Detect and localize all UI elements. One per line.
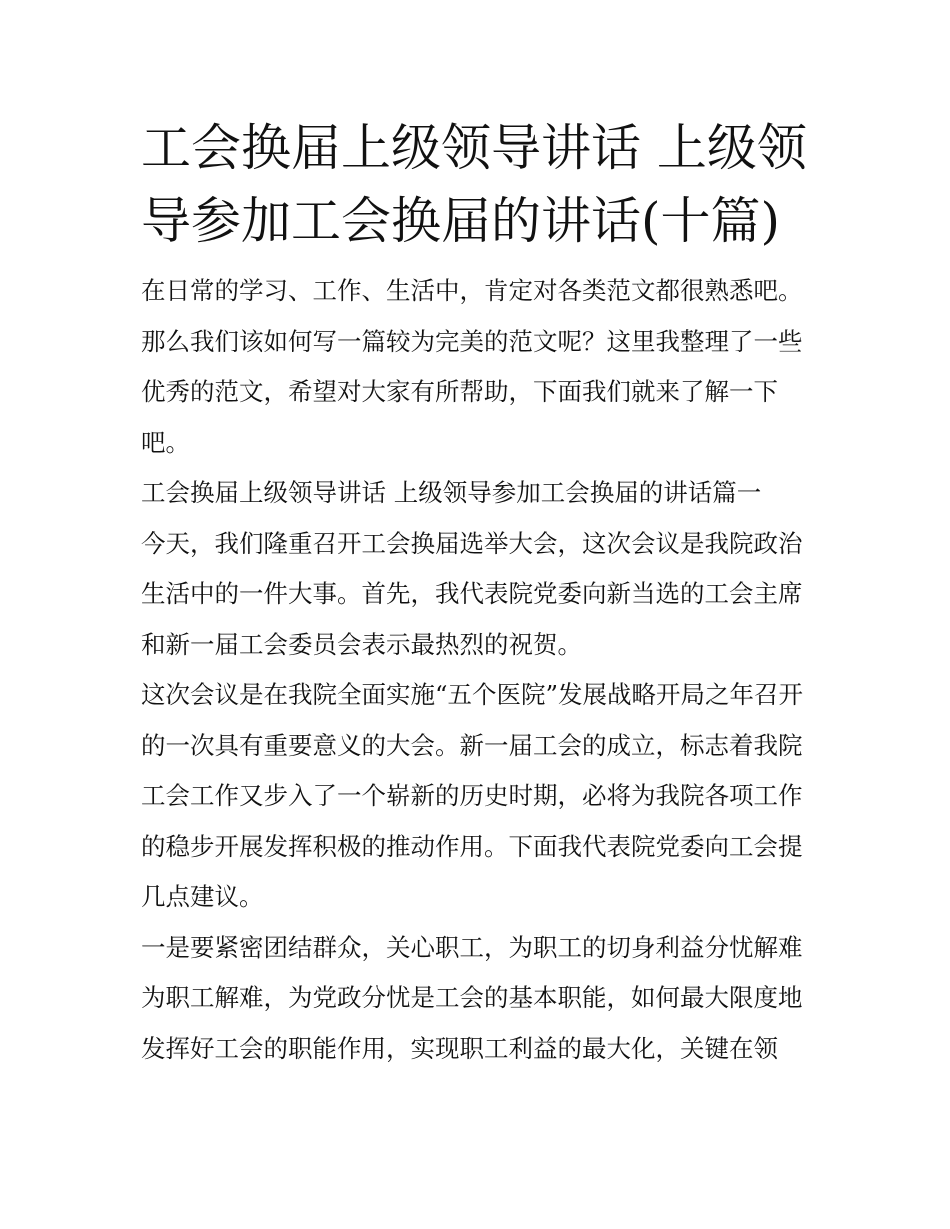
body-paragraph: 一是要紧密团结群众，关心职工，为职工的切身利益分忧解难为职工解难，为党政分忧是工会的基本职能，如何最大限度地发挥好工会的职能作用，实现职工利益的最大化，关键在领 xyxy=(141,932,803,1063)
document-title: 工会换届上级领导讲话 上级领导参加工会换届的讲话(十篇) xyxy=(141,119,807,250)
intro-paragraph: 在日常的学习、工作、生活中，肯定对各类范文都很熟悉吧。那么我们该如何写一篇较为完美的范文呢？这里我整理了一些优秀的范文，希望对大家有所帮助，下面我们就来了解一下吧。 xyxy=(141,276,803,457)
section-heading: 工会换届上级领导讲话 上级领导参加工会换届的讲话篇一 xyxy=(141,478,762,507)
body-paragraph: 这次会议是在我院全面实施“五个医院”发展战略开局之年召开的一次具有重要意义的大会。新一届工会的成立，标志着我院工会工作又步入了一个崭新的历史时期，必将为我院各项工作的稳步开展发挥积极的推动作用。下面我代表院党委向工会提几点建议。 xyxy=(141,680,804,911)
document-body xyxy=(141,112,813,1074)
body-paragraph: 今天，我们隆重召开工会换届选举大会，这次会议是我院政治生活中的一件大事。首先，我代表院党委向新当选的工会主席和新一届工会委员会表示最热烈的祝贺。 xyxy=(141,528,803,659)
